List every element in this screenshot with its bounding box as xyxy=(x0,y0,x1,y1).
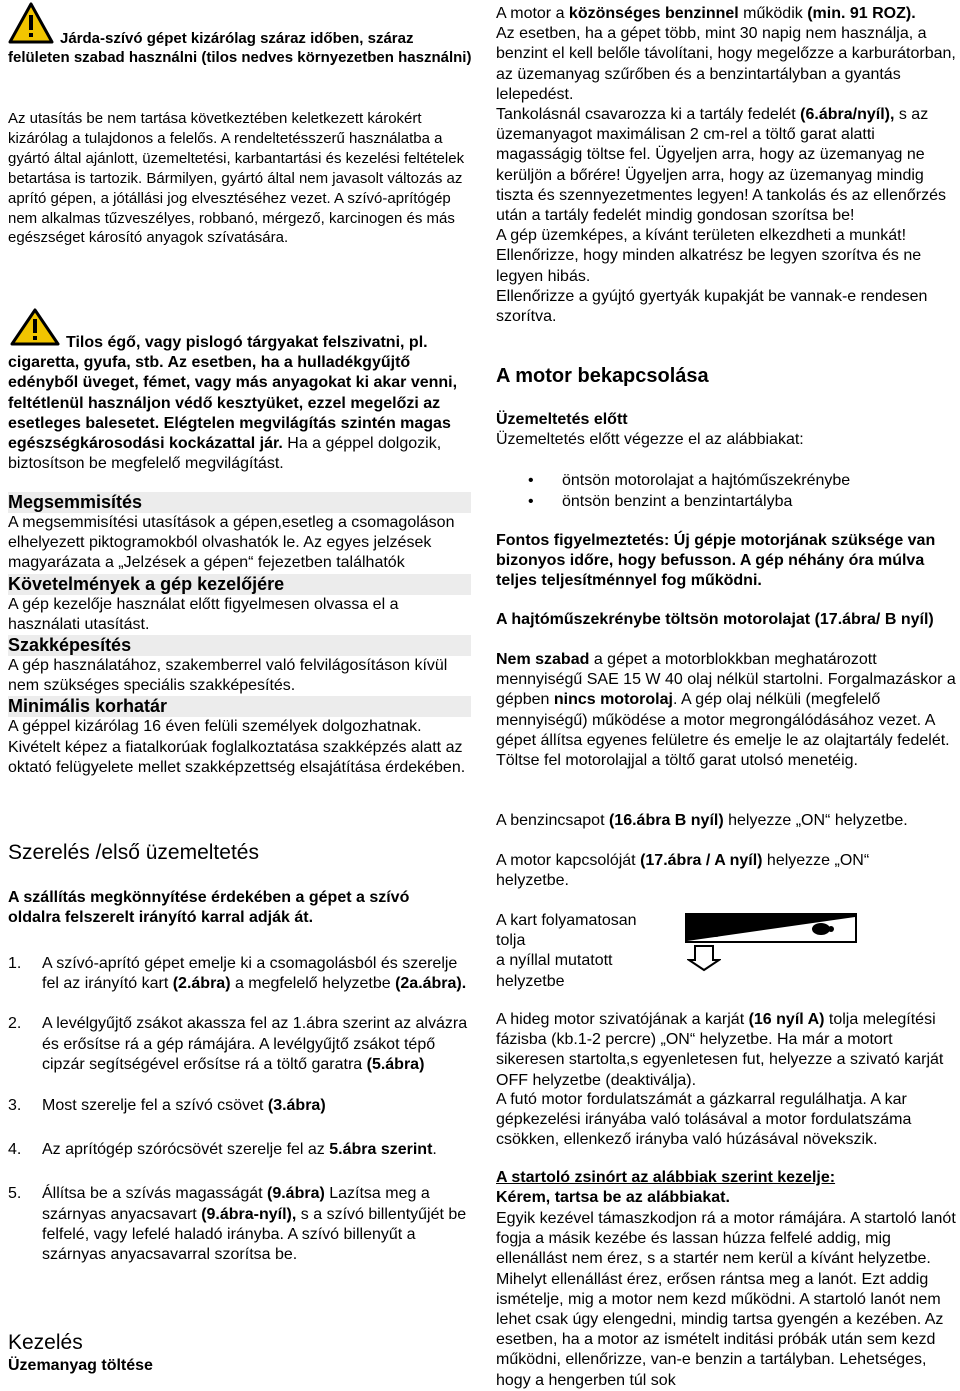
start-heading: A motor bekapcsolása xyxy=(496,365,709,387)
fuel-plug-text: Ellenőrizze a gyújtó gyertyák kupakját be vannak-e rendesen szorítva. xyxy=(496,287,928,326)
cord-heading: A startoló zsinórt az alábbiak szerint kezelje: xyxy=(496,1169,836,1186)
step-ref: (5.ábra) xyxy=(366,1055,425,1073)
operation-subheading: Üzemanyag töltése xyxy=(8,1357,153,1374)
section-text: A megsemmisítési utasítások a gépen,esetleg a csomagoláson elhelyezett piktogramokból olvashatók le. Az egyes jelzések magyarázata a „Jelzések a gépen“ fejezetben találhatók xyxy=(8,514,455,572)
assembly-step xyxy=(8,1184,470,1265)
step-ref: (2a.ábra). xyxy=(395,975,467,993)
step-number: 4. xyxy=(8,1141,22,1159)
throttle-text: A futó motor fordulatszámát a gázkarral regulálhatja. A kar gépkezelési irányába való tolásával a motor fordulatszáma csökken, ellenkező irányba való húzásával növekszik. xyxy=(496,1091,912,1149)
warning-2-normal: Ha a géppel dolgozik, biztosítson be megfelelő megvilágítást. xyxy=(8,435,442,473)
assembly-step xyxy=(8,1096,470,1116)
step-text: a megfelelő helyzetbe xyxy=(230,975,396,993)
choke-bold: (16 nyíl A) xyxy=(748,1011,825,1028)
tap-text: helyezze „ON“ helyzetbe. xyxy=(723,812,908,829)
section-text: A gép kezelője használat előtt figyelmesen olvassa el a használati utasítást. xyxy=(8,595,399,633)
warning-2 xyxy=(8,333,473,474)
step-text: Lazítsa meg a szárnyas anyacsavart xyxy=(42,1185,430,1223)
section-heading: Megsemmisítés xyxy=(8,492,471,513)
section-minimum-age xyxy=(8,696,471,778)
oil-bold: nincs motorolaj xyxy=(553,691,673,709)
warning-1 xyxy=(8,29,473,67)
warning-1-body xyxy=(8,109,468,248)
fuel-text: s az üzemanyagot maximálisan 2 cm-rel a töltő garat alatti magasságig töltse fel. Ügyeljen arra, hogy az üzemanyag ne kerüljön a bőrére! Ügyeljen arra, hogy az üzemanyag mindig tiszta és szennyezetmentes legyen! A tankolás és az ellenőrzés után a tartály fedelét mindig gondosan szorítsa be! xyxy=(496,106,947,225)
arrow-down-icon xyxy=(687,944,721,972)
step-number: 1. xyxy=(8,955,22,972)
choke-text-part: tolja melegítési fázisba (kb.1-2 percre) „ON“ helyzetbe. Ha már a motort sikeresen startolta,s egyenletesen fut, helyezze a szivató karját OFF helyzetbe (deaktiválja). xyxy=(496,1011,944,1089)
step-text: A szívó-aprító gépet emelje ki a csomagolásból és szerelje fel az irányító kart xyxy=(42,955,458,993)
throttle-lever-icon xyxy=(685,913,857,943)
fuel-bold: közönséges benzinnel xyxy=(568,5,739,22)
fuel-tap-text xyxy=(496,811,956,831)
step-text: . xyxy=(432,1141,437,1159)
step-number: 5. xyxy=(8,1185,22,1203)
list-item: • öntsön motorolajat a hajtóműszekrénybe xyxy=(496,471,850,492)
step-text: s a szívó billentyűjét be felfelé, vagy lefelé haladó irányba. A szívó billenyűt a szárnyas anyacsavarral szorítsa be. xyxy=(42,1205,467,1264)
section-qualification xyxy=(8,635,471,696)
operation-heading: Kezelés xyxy=(8,1331,83,1354)
fuel-ready-text: A gép üzemképes, a kívánt területen elkezdheti a munkát! Ellenőrizze, hogy minden alkatrész be legyen szorítva és ne legyen hibás. xyxy=(496,227,922,285)
fuel-text: működik xyxy=(738,5,808,22)
fuel-bold: (6.ábra/nyíl), xyxy=(800,106,895,124)
step-number: 3. xyxy=(8,1097,22,1115)
oil-text xyxy=(496,650,956,771)
important-note: Fontos figyelmeztetés: Új gépje motorjának szüksége van bizonyos időre, hogy befusson. A gép néhány óra múlva teljes teljesítménnyel fog működni. xyxy=(496,532,936,590)
warning-2-text xyxy=(8,333,473,474)
switch-bold: (17.ábra / A nyíl) xyxy=(640,852,763,869)
step-ref: 5.ábra szerint xyxy=(329,1141,433,1159)
section-text: A géppel kizárólag 16 éven felüli személyek dolgozhatnak. Kivételt képez a fiatalkorúak foglalkoztatása szakképzés alatt az oktató felügyelete mellet szakképzettség elsajátítása érdekében. xyxy=(8,718,466,776)
list-item: • öntsön benzint a benzintartályba xyxy=(496,492,850,513)
oil-text-part: . A gép olaj nélküli (megfelelő mennyiségű) működése a motor megrongálódásához vezet. A gépet állítsa egyenes felületre és emelje le az olajtartály fedelét. Töltse fel motorolajjal a töltő garat utolsó menetéig. xyxy=(496,691,950,770)
fuel-line xyxy=(496,4,956,24)
warning-1-text: Az utasítás be nem tartása következtében keletkezett károkért kizárólag a tulajdonos a felelős. A rendeltetésszerű használatba a gyártó által ajánlott, üzemeltetési, karbantartási és kezelési feltételek betartása is tartozik. Bármilyen, gyártó által nem javasolt változás az aprító gépen, a jótállási jog elvesztéséhez vezet. A szívó-aprítógép nem alkalmas tűzveszélyes, robbanó, mérgező, karcinogen és más egészséget károsító anyagok szívatására. xyxy=(8,110,465,247)
lever-line: tolja xyxy=(496,932,526,950)
tap-bold: (16.ábra B nyíl) xyxy=(608,812,724,829)
tap-text: A benzincsapot xyxy=(496,812,609,829)
lever-line: a nyíllal mutatott xyxy=(496,952,613,970)
fuel-section xyxy=(496,4,956,327)
pre-operation-list xyxy=(496,471,850,512)
assembly-steps xyxy=(8,954,470,1265)
switch-text: helyezze „ON“ helyzetbe. xyxy=(496,852,870,890)
pre-operation-text: Üzemeltetés előtt végezze el az alábbiakat: xyxy=(496,431,804,448)
lever-instruction xyxy=(496,911,676,992)
section-heading: Minimális korhatár xyxy=(8,696,471,717)
section-heading: Követelmények a gép kezelőjére xyxy=(8,574,471,595)
section-disposal xyxy=(8,492,471,574)
assembly-step xyxy=(8,1140,470,1160)
assembly-step xyxy=(8,954,470,994)
step-ref: (9.ábra-nyíl), xyxy=(201,1205,297,1223)
assembly-step xyxy=(8,1014,470,1075)
step-ref: (2.ábra) xyxy=(172,975,231,993)
cord-subheading: Kérem, tartsa be az alábbiakat. xyxy=(496,1189,730,1206)
cord-text: Egyik kezével támaszkodjon rá a motor rámájára. A startoló lanót fogja a másik kezébe és lassan húzza felfelé addig, mig ellenállást nem érez, s a startér nem kerül a kívánt helyzetbe. Mihelyt ellenállást érez, erősen rántsa meg a lanót. Ezt addig ismételje, mig a motor nem kezd működni. A startoló lanót nem lehet csak úgy elengedni, mindig tartsa gyengén a kezében. Az esetben, ha a motor az ismételt inditási próbák után sem kezd működni, ellenőrizze, van-e benzin a tartályban. Lehetséges, hogy a hengerben túl sok xyxy=(496,1210,956,1389)
assembly-heading: Szerelés /első üzemeltetés xyxy=(8,841,259,864)
fuel-text: A motor a xyxy=(496,5,569,22)
step-text: Most szerelje fel a szívó csövet xyxy=(42,1097,268,1115)
fuel-text: Tankolásnál csavarozza ki a tartály fedelét xyxy=(496,106,801,124)
section-operator-requirements xyxy=(8,574,471,635)
step-ref: (9.ábra) xyxy=(267,1185,325,1203)
step-text: A levélgyűjtő zsákot akassza fel az 1.ábra szerint az alvázra és erősítse rá a gép rámájára. A levélgyűjtő zsákot tépő cipzár segítségével erősítse rá a töltő garatra xyxy=(42,1015,468,1073)
fuel-bold: (min. 91 ROZ). xyxy=(807,5,916,22)
pre-operation-heading: Üzemeltetés előtt xyxy=(496,411,628,428)
step-text: Az aprítógép szórócsövét szerelje fel az xyxy=(42,1141,330,1159)
lever-line: A kart folyamatosan xyxy=(496,912,637,929)
section-text: A gép használatához, szakemberrel való felvilágosításon kívül nem szükséges speciális szakképesítés. xyxy=(8,657,448,695)
step-number: 2. xyxy=(8,1015,22,1033)
warning-1-title: Járda-szívó gépet kizárólag száraz időben, száraz felületen szabad használni (tilos nedves környezetben használni) xyxy=(8,30,472,67)
warning-2-bold: Tilos égő, vagy pislogó tárgyakat felszivatni, pl. cigaretta, gyufa, stb. Az esetben, ha a hulladékgyűjtő edényből üveget, fémet, vagy más anyagokat ki akar venni, feltétlenül használjon védő kesztyüket, ezzel megelőzi az esetleges balesetet. Elégtelen megvilágítás szintén magas egészségkárosodási kockázattal jár. xyxy=(8,334,458,453)
step-ref: (3.ábra) xyxy=(267,1097,326,1115)
step-text: Állítsa be a szívás magasságát xyxy=(42,1185,267,1203)
section-heading: Szakképesítés xyxy=(8,635,471,656)
info-sections xyxy=(8,492,471,778)
fuel-tank-text xyxy=(496,105,956,226)
oil-bold: Nem szabad xyxy=(496,651,590,668)
choke-text xyxy=(496,1010,956,1091)
assembly-intro: A szállítás megkönnyítése érdekében a gépet a szívó oldalra felszerelt irányító karral adják át. xyxy=(8,889,410,927)
oil-heading: A hajtóműszekrénybe töltsön motorolajat (17.ábra/ B nyíl) xyxy=(496,611,934,628)
engine-switch-text xyxy=(496,851,916,891)
oil-text-part: a gépet a motorblokkban meghatározott mennyiségű SAE 15 W 40 olaj nélkül startolni. Forgalmazáskor a gépben xyxy=(496,651,956,709)
fuel-storage-text: Az esetben, ha a gépet több, mint 30 napig nem használja, a benzint el kell belőle távolítani, hogy megelőzze a karburátorban, az üzemanyag szűrőben és a benzintartályban a gyantás lelepedést. xyxy=(496,25,956,103)
lever-line: helyzetbe xyxy=(496,972,565,990)
switch-text: A motor kapcsolóját xyxy=(496,852,641,869)
choke-text-part: A hideg motor szivatójának a karját xyxy=(496,1011,749,1028)
